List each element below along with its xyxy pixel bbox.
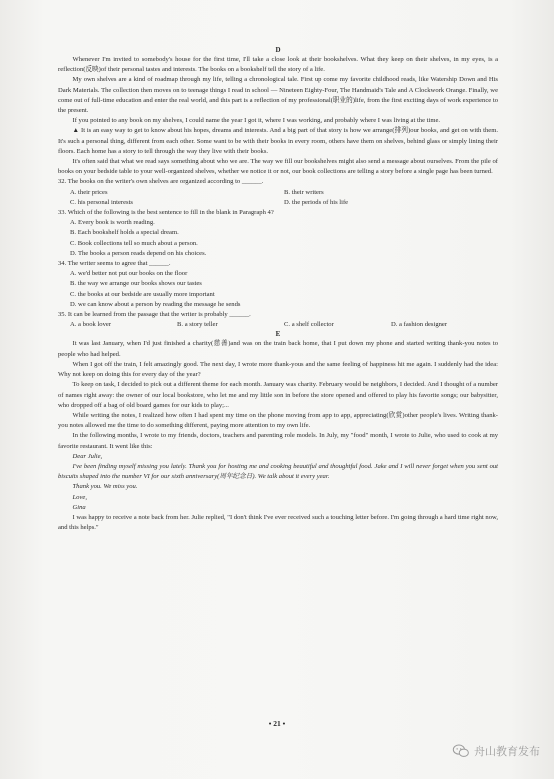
letter-greeting: Dear Julie, [72,452,103,460]
letter-to-julie [58,452,498,513]
answer-option[interactable]: D. a fashion designer [391,321,448,329]
question [58,259,498,310]
wechat-icon [452,744,470,758]
letter-closing: Thank you. We miss you. [72,483,138,491]
question [58,208,498,259]
answer-option[interactable]: C. Book collections tell so much about a person. [70,239,198,247]
paragraph-e-4: While writing the notes, I realized how often I had spent my time on the phone moving from app to app, appreciating(欣赏)other people's lives. Writing thank-you notes allowed me the time to do something different, paying more attention to my own life. [58,411,498,430]
paragraph-e-2: When I got off the train, I felt amazingly good. The next day, I wrote more thank-yous and the same feeling of happiness hit me again. I suddenly had the idea: Why not keep on doing this for every day of the year? [58,360,498,379]
paragraph-d-5: It's often said that what we read says something about who we are. The way we fill our bookshelves might also send a message about ourselves. From the pile of books on your bedside table to your well-organized shelves, whether we notice it or not, our book collections are telling a story before a single page has been turned. [58,158,498,176]
answer-option[interactable]: A. Every book is worth reading. [70,219,155,227]
paragraph-d-4: ▲ It is an easy way to get to know about his hopes, dreams and interests. And a big part of that story is how we arrange(排列)our books, and get on with them. It's such a personal thing, different from each other. Some want to be with their books in every room, others have them on shelves, behind glass or simply lining their floors. Each home has a story to tell through the way they live with their books. [58,127,498,155]
paragraph-d-1: Whenever I'm invited to somebody's house for the first time, I'll take a close look at their bookshelves. What they keep on their shelves, in my eyes, is a reflection(反映)of their personal tastes and interests. The books on a bookshelf tell the story of a life. [58,56,498,74]
answer-option[interactable]: A. their prices [70,188,108,196]
answer-option[interactable]: B. Each bookshelf holds a special dream. [70,229,179,237]
answer-option[interactable]: D. the periods of his life [284,198,349,206]
letter-body: I've been finding myself missing you lately. Thank you for hosting me and cooking beautiful and thoughtful food. Jake and I will never forget when you sent out biscuits shaped into the number VI for our sixth anniversary(周年纪念日). We talk about it every year. [58,462,498,481]
answer-option[interactable]: C. a shelf collector [284,321,334,329]
page-content [58,46,498,533]
answer-option[interactable]: A. a book lover [70,321,112,329]
paragraph-e-3: To keep on task, I decided to pick out a different theme for each month. January was charity. February would be neighbors, I decided. And I thought of a number of names right away: the owner of our local bookstore, who let me and my little son in before the store opened and offered to play his favorite songs; our babysitter, who dropped off a bag of old board games for our kids to play;... [58,381,498,409]
option-row [58,320,498,330]
answer-option[interactable]: C. the books at our bedside are usually more important [70,290,215,298]
option-row [58,188,498,198]
question-stem: 35. It can be learned from the passage that the writer is probably ______. [58,311,251,319]
answer-option[interactable]: B. a story teller [177,321,218,329]
answer-option[interactable]: B. their writers [284,188,324,196]
letter-signature: Gina [72,503,86,511]
section-d-heading: D [275,46,281,54]
question-stem: 34. The writer seems to agree that ______. [58,260,171,268]
section-e-passage [58,339,498,451]
watermark-text: 舟山教育发布 [474,745,540,758]
question [58,177,498,208]
question-stem: 32. The books on the writer's own shelves are organized according to ______. [58,178,264,186]
answer-option[interactable]: C. his personal interests [70,198,133,206]
watermark [452,743,540,759]
page-number: • 21 • [268,719,286,728]
answer-option[interactable]: D. we can know about a person by reading the message he sends [70,300,241,308]
section-d-passage [58,55,498,177]
questions-32-35 [58,177,498,330]
answer-option[interactable]: A. we'd better not put our books on the floor [70,270,188,278]
paragraph-d-3: If you pointed to any book on my shelves, I could name the year I got it, where I was working, and probably where I was living at the time. [72,117,441,125]
option-row [58,198,498,208]
letter-love: Love, [72,493,87,501]
paragraph-e-1: It was last January, when I'd just finished a charity(慈善)and was on the train back home, that I put down my phone and started writing thank-you notes to people who had helped. [58,340,498,358]
answer-option[interactable]: B. the way we arrange our books shows our tastes [70,280,202,288]
section-e-heading: E [275,330,281,339]
answer-option[interactable]: D. The books a person reads depend on his choices. [70,249,207,257]
final-paragraph: I was happy to receive a note back from her. Julie replied, "I don't think I've ever received such a touching letter before. I'm going through a hard time right now, and this helps." [58,513,498,532]
question [58,310,498,330]
paragraph-e-5: In the following months, I wrote to my friends, doctors, teachers and parenting role models. In July, my "food" month, I wrote to Julie, who used to cook at my favorite restaurant. It went like this: [58,432,498,450]
question-stem: 33. Which of the following is the best sentence to fill in the blank in Paragraph 4? [58,209,274,217]
paragraph-d-2: My own shelves are a kind of roadmap through my life, telling a chronological tale. First up come my favorite childhood reads, like Watership Down and His Dark Materials. The collection then moves on to teenage things I read in school — Nineteen Eighty-Four, The Handmaid's Tale and A Clockwork Orange. Finally, we come out of full-time education and enter the real world, and this part is a reflection of my professional(职业的)life, from the first exciting days of work experience to the present. [58,76,498,115]
